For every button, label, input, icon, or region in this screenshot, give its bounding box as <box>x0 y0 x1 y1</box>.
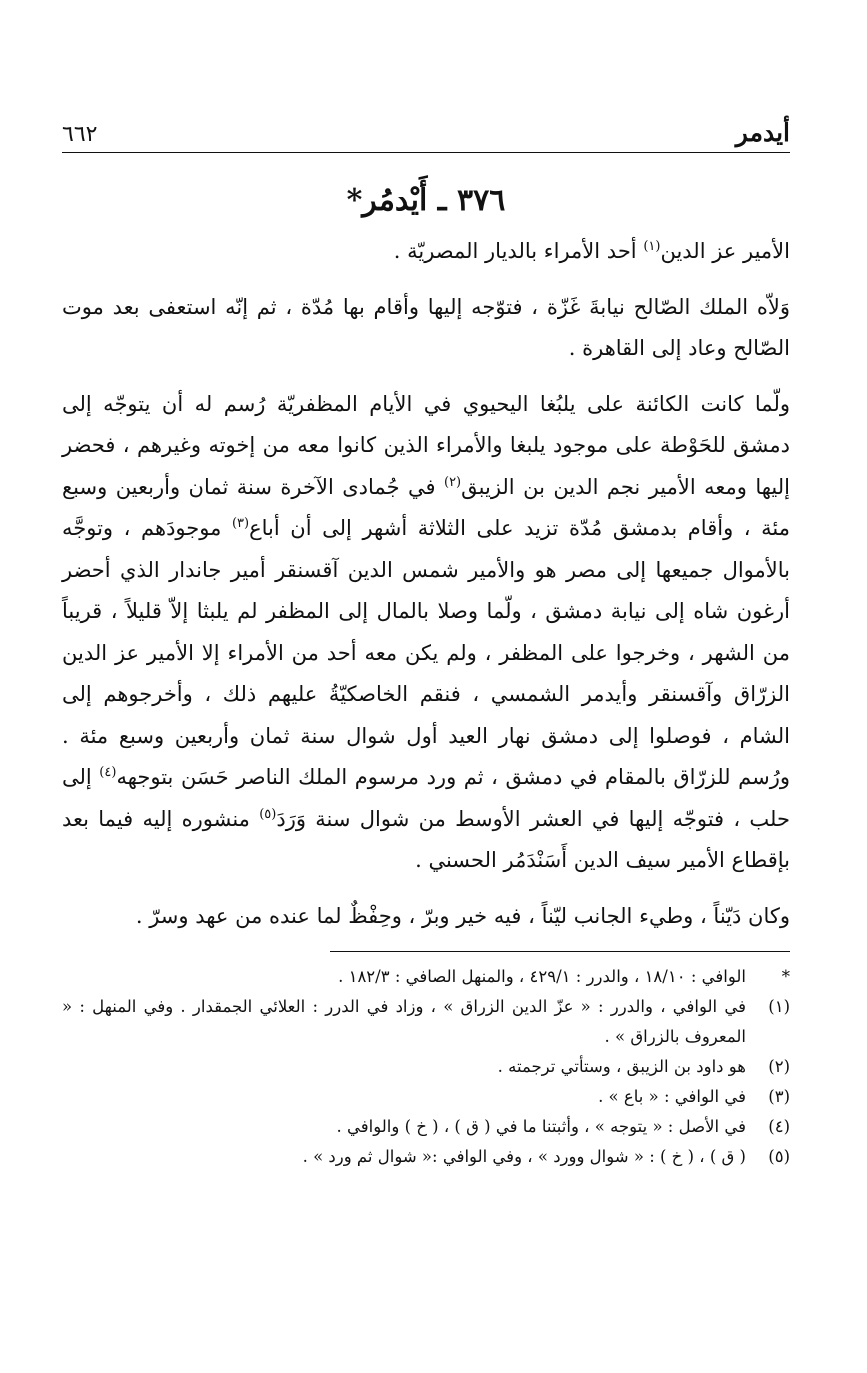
running-title: أيدمر <box>735 118 790 147</box>
entry-title: ٣٧٦ ـ أَيْدمُر* <box>346 183 506 218</box>
note-ref-5: (٥) <box>259 806 277 822</box>
footnote-item <box>62 1142 790 1172</box>
footnote-divider <box>330 951 790 952</box>
footnote-text: الوافي : ١٨/١٠ ، والدرر : ٤٢٩/١ ، والمنهل الصافي : ١٨٢/٣ . <box>338 967 746 986</box>
paragraph-3-segment: منشوره إليه فيما بعد بإقطاع الأمير سيف الدين أَسَنْدَمُر الحسني . <box>62 806 790 872</box>
footnote-text: في الوافي ، والدرر : « عزّ الدين الزراق » ، وزاد في الدرر : العلائي الجمقدار . وفي المنهل : « المعروف بالزراق » . <box>62 997 746 1046</box>
footnote-text: ( ق ) ، ( خ ) : « شوال وورد » ، وفي الوافي :« شوال ثم ورد » . <box>302 1147 746 1166</box>
note-ref-1: (١) <box>643 239 661 254</box>
footnote-marker: (٤) <box>768 1117 790 1136</box>
footnote-text: في الأصل : « يتوجه » ، وأثبتنا ما في ( ق ) ، ( خ ) والوافي . <box>336 1117 746 1136</box>
paragraph-1-text-after: أحد الأمراء بالديار المصريّة . <box>393 239 644 263</box>
paragraph-3-segment: موجودَهم ، وتوجَّه بالأموال جميعها إلى مصر هو والأمير شمس الدين آقسنقر أمير جاندار الذي أحضر أرغون شاه إلى نيابة دمشق ، ولّما وصلا بالمال إلى المظفر لم يلبثا إلاّ قليلاً ، قريباً من الشهر ، وخرجوا على المظفر ، ولم يكن معه أحد من الأمراء إلا الأمير عز الدين الزرّاق وآقسنقر وأيدمر الشمسي ، فنقم الخاصكيّةُ عليهم ذلك ، وأخرجوهم إلى الشام ، فوصلوا إلى دمشق نهار العيد أول شوال سنة ثمان وأربعين وسبع مئة . ورُسم للزرّاق بالمقام في دمشق ، ثم ورد مرسوم الملك الناصر حَسَن بتوجهه <box>62 516 790 789</box>
running-header <box>62 118 790 153</box>
footnotes <box>62 962 790 1172</box>
note-ref-3: (٣) <box>231 516 250 531</box>
footnote-item <box>62 1052 790 1082</box>
paragraph-2: وَلاّه الملك الصّالح نيابةَ غَزّة ، فتوّجه إليها وأقام بها مُدّة ، ثم إنّه استعفى بعد موت الصّالح وعاد إلى القاهرة . <box>62 294 790 360</box>
footnote-marker: (٣) <box>768 1087 790 1106</box>
footnote-marker: (٥) <box>768 1147 790 1166</box>
footnote-marker: (١) <box>768 997 790 1016</box>
paragraph-4: وكان دَيّناً ، وطيء الجانب ليّناً ، فيه خير وبرّ ، وحِفْظٌ لما عنده من عهد وسرّ . <box>135 903 790 928</box>
note-ref-2: (٢) <box>443 474 462 490</box>
footnote-item <box>62 962 790 992</box>
footnote-marker: * <box>781 967 790 986</box>
paragraph-1 <box>62 231 790 273</box>
footnote-item <box>62 1112 790 1142</box>
biography-body <box>62 231 790 937</box>
footnote-marker: (٢) <box>768 1057 790 1076</box>
footnote-item <box>62 992 790 1052</box>
footnote-text: في الوافي : « باع » . <box>598 1087 746 1106</box>
paragraph-1-text-before: الأمير عز الدين <box>660 239 790 263</box>
paragraph-3 <box>62 384 790 882</box>
footnote-text: هو داود بن الزيبق ، وستأتي ترجمته . <box>497 1057 746 1076</box>
book-page <box>62 118 790 1172</box>
paragraph-3-segment: إلى حلب ، فتوجّه إليها في العشر الأوسط من شوال سنة وَرَدَ <box>62 765 790 831</box>
paragraph-3-segment: ولّما كانت الكائنة على يلبُغا اليحيوي في الأيام المظفريّة رُسم له أن يتوجّه إلى دمشق للحَوْطة على موجود يلبغا والأمراء الذين كانوا معه من إخوته وغيرهم ، فحضر إليها ومعه الأمير نجم الدين بن الزيبق <box>62 391 790 499</box>
footnote-item <box>62 1082 790 1112</box>
paragraph-3-segment: في جُمادى الآخرة سنة ثمان وأربعين وسبع مئة ، وأقام بدمشق مُدّة تزيد على الثلاثة أشهر إلى أن أباع <box>62 474 791 540</box>
note-ref-4: (٤) <box>99 765 117 780</box>
page-number: ٦٦٢ <box>62 122 98 147</box>
